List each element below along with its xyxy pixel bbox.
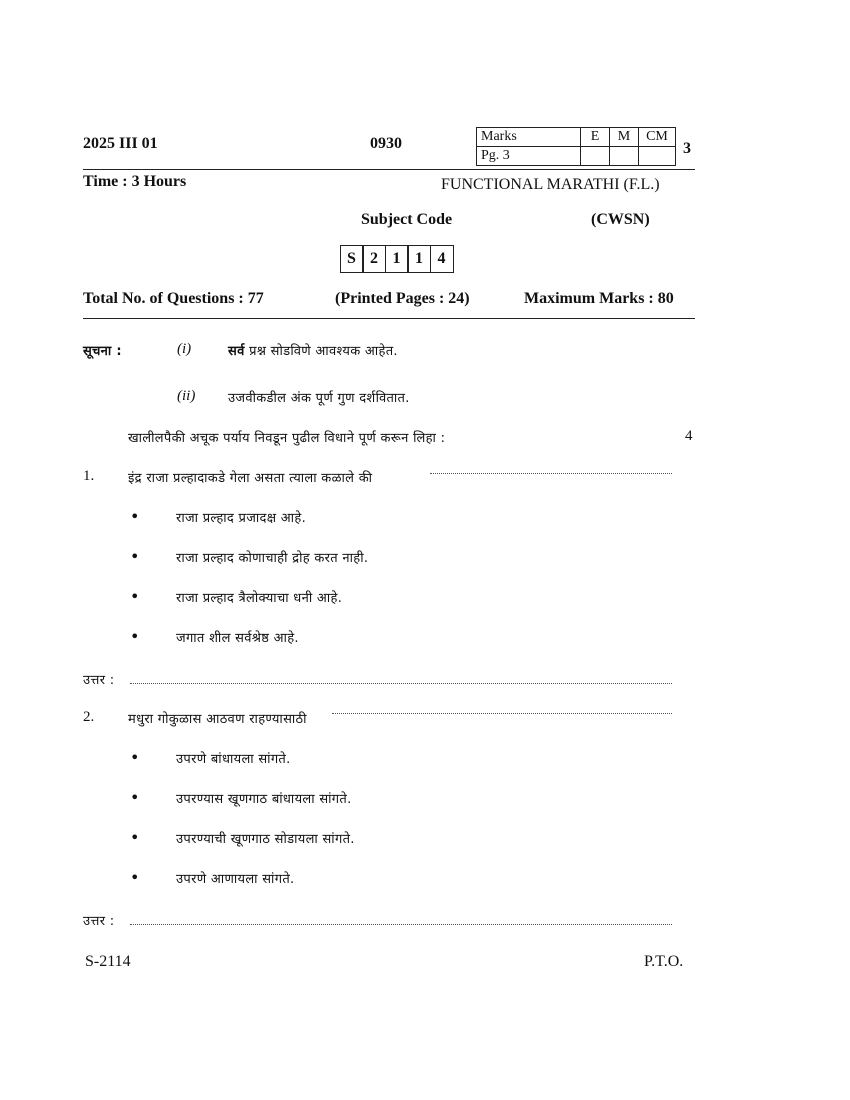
marks-table — [476, 127, 676, 166]
section-prompt: खालीलपैकी अचूक पर्याय निवडून पुढील विधाने पूर्ण करून लिहा : — [128, 431, 446, 446]
option: राजा प्रल्हाद प्रजादक्ष आहे. — [176, 511, 307, 526]
time-allowed: Time : 3 Hours — [83, 173, 187, 190]
question-text: मधुरा गोकुळास आठवण राहण्यासाठी — [128, 712, 307, 727]
code-digit: S — [340, 245, 364, 273]
marks-label: Marks — [477, 128, 581, 147]
instruction-1-bold: सर्व — [228, 344, 245, 359]
question-text: इंद्र राजा प्रल्हादाकडे गेला असता त्याला कळाले की — [128, 471, 373, 486]
subject-code-boxes — [341, 245, 454, 273]
option: राजा प्रल्हाद कोणाचाही द्रोह करत नाही. — [176, 551, 369, 566]
blank-line — [430, 473, 672, 474]
header-bottom-divider — [83, 318, 695, 319]
option: राजा प्रल्हाद त्रैलोक्याचा धनी आहे. — [176, 591, 343, 606]
subject-code-label: Subject Code — [361, 211, 453, 228]
footer-code: S-2114 — [85, 953, 131, 970]
code-digit: 1 — [407, 245, 431, 273]
marks-cell-cm — [639, 147, 676, 166]
bullet-icon: • — [130, 587, 140, 606]
code-digit: 4 — [430, 245, 454, 273]
blank-line — [332, 713, 672, 714]
instruction-1-text: प्रश्न सोडविणे आवश्यक आहेत. — [249, 344, 398, 359]
instruction-num: (ii) — [177, 388, 196, 404]
section-marks: 4 — [685, 428, 693, 444]
instruction-1 — [228, 341, 398, 359]
answer-label: उत्तर : — [83, 914, 115, 929]
code-digit: 2 — [362, 245, 386, 273]
option: उपरणे बांधायला सांगते. — [176, 752, 291, 767]
marks-cell-m — [610, 147, 639, 166]
page-number: 3 — [683, 140, 691, 157]
answer-line[interactable] — [130, 683, 672, 684]
question-number: 1. — [83, 468, 95, 484]
instructions-label: सूचना : — [83, 344, 122, 359]
option: उपरण्याची खूणगाठ सोडायला सांगते. — [176, 832, 355, 847]
instruction-2: उजवीकडील अंक पूर्ण गुण दर्शवितात. — [228, 391, 410, 406]
instruction-num: (i) — [177, 341, 192, 357]
marks-col-m: M — [610, 128, 639, 147]
bullet-icon: • — [130, 788, 140, 807]
bullet-icon: • — [130, 627, 140, 646]
bullet-icon: • — [130, 828, 140, 847]
bullet-icon: • — [130, 507, 140, 526]
printed-pages: (Printed Pages : 24) — [335, 290, 470, 307]
subject-title: FUNCTIONAL MARATHI (F.L.) — [441, 176, 660, 193]
option: जगात शील सर्वश्रेष्ठ आहे. — [176, 631, 299, 646]
paper-code: 2025 III 01 — [83, 135, 158, 152]
option: उपरणे आणायला सांगते. — [176, 872, 295, 887]
marks-col-e: E — [581, 128, 610, 147]
page-label: Pg. 3 — [477, 147, 581, 166]
bullet-icon: • — [130, 547, 140, 566]
time-code: 0930 — [370, 135, 402, 152]
answer-line[interactable] — [130, 924, 672, 925]
footer-pto: P.T.O. — [644, 953, 684, 970]
marks-col-cm: CM — [639, 128, 676, 147]
total-questions: Total No. of Questions : 77 — [83, 290, 264, 307]
bullet-icon: • — [130, 868, 140, 887]
header-divider — [83, 169, 695, 170]
question-number: 2. — [83, 709, 95, 725]
code-digit: 1 — [385, 245, 409, 273]
bullet-icon: • — [130, 748, 140, 767]
answer-label: उत्तर : — [83, 673, 115, 688]
cwsn-label: (CWSN) — [591, 211, 650, 228]
option: उपरण्यास खूणगाठ बांधायला सांगते. — [176, 792, 352, 807]
marks-cell-e — [581, 147, 610, 166]
maximum-marks: Maximum Marks : 80 — [524, 290, 674, 307]
